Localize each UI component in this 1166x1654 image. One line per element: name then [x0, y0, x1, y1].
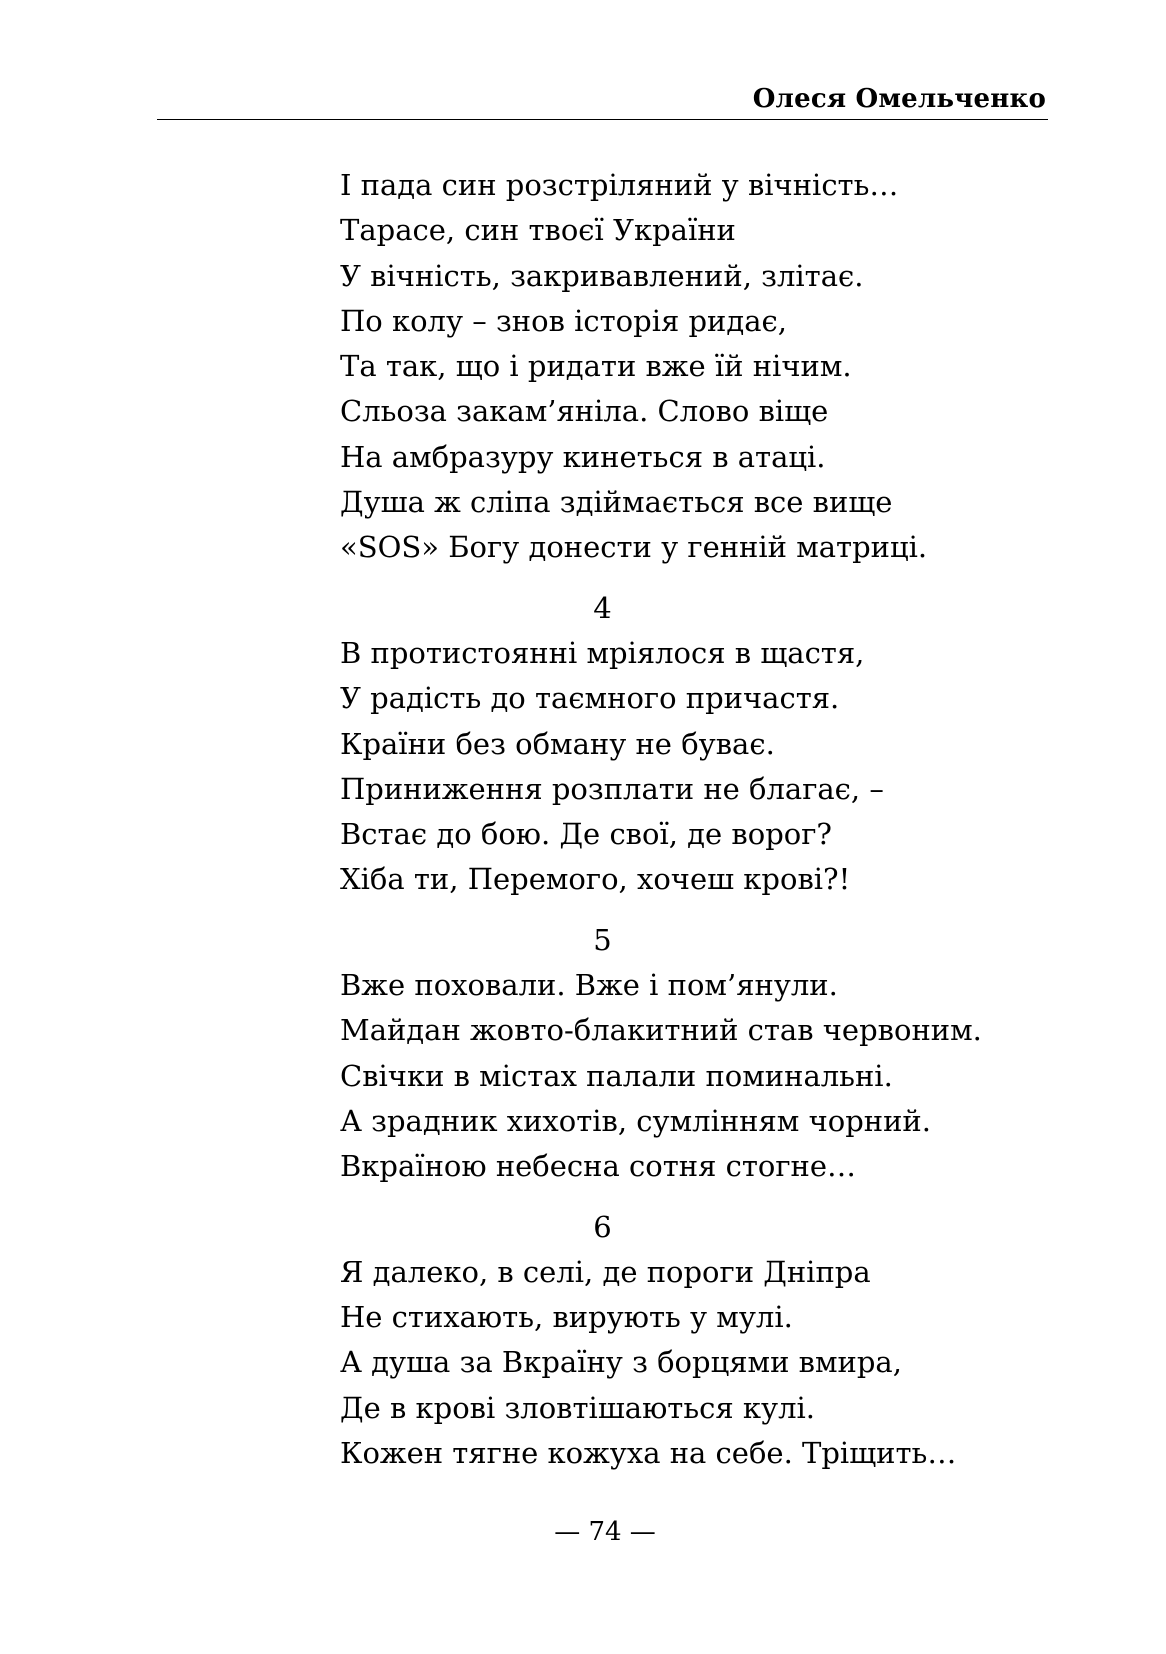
poem-line: Тарасе, син твоєї України: [340, 213, 736, 248]
poem-line: Не стихають, вирують у мулі.: [340, 1300, 793, 1335]
page-number: — 74 —: [554, 1517, 656, 1547]
stanza: [340, 163, 1060, 571]
poem-line: «SOS» Богу донести у генній матриці.: [340, 530, 928, 565]
poem-line: Майдан жовто-блакитний став червоним.: [340, 1013, 982, 1048]
poem-line: На амбразуру кинеться в атаці.: [340, 439, 826, 474]
poem-line: Та так, що і ридати вже їй нічим.: [340, 349, 852, 384]
poem-line: Вкраїною небесна сотня стогне…: [340, 1149, 857, 1184]
poem-line: По колу – знов історія ридає,: [340, 303, 787, 338]
poem-line: В протистоянні мріялося в щастя,: [340, 635, 865, 670]
stanza: [340, 1205, 1060, 1477]
poem-line: Сльоза закам’яніла. Слово віще: [340, 394, 829, 429]
poem-line: А зрадник хихотів, сумлінням чорний.: [340, 1103, 931, 1138]
poem-line: Країни без обману не буває.: [340, 726, 775, 761]
poem-line: А душа за Вкраїну з борцями вмира,: [340, 1345, 902, 1380]
poem-line: Кожен тягне кожуха на себе. Тріщить…: [340, 1436, 957, 1471]
poem-line: У вічність, закривавлений, злітає.: [340, 258, 864, 293]
poem-line: Душа ж сліпа здіймається все вище: [340, 485, 893, 520]
poem-line: Приниження розплати не благає, –: [340, 771, 884, 806]
poem-line: У радість до таємного причастя.: [340, 681, 840, 716]
poem-line: Хіба ти, Перемого, хочеш крові?!: [340, 862, 851, 897]
section-number: 4: [593, 590, 612, 625]
poem-line: Де в крові зловтішаються кулі.: [340, 1390, 816, 1425]
stanza: [340, 918, 1060, 1190]
header-divider: [157, 119, 1048, 120]
poem-line: Я далеко, в селі, де пороги Дніпра: [340, 1254, 871, 1289]
poem-body: [340, 163, 1060, 1476]
poem-line: Вже поховали. Вже і пом’янули.: [340, 968, 838, 1003]
running-header-author: Олеся Омельченко: [752, 84, 1046, 114]
poem-line: Свічки в містах палали поминальні.: [340, 1058, 893, 1093]
poem-line: Встає до бою. Де свої, де ворог?: [340, 817, 832, 852]
section-number: 5: [593, 922, 612, 957]
stanza: [340, 586, 1060, 903]
poem-line: І пада син розстріляний у вічність…: [340, 168, 899, 202]
section-number: 6: [593, 1209, 612, 1244]
